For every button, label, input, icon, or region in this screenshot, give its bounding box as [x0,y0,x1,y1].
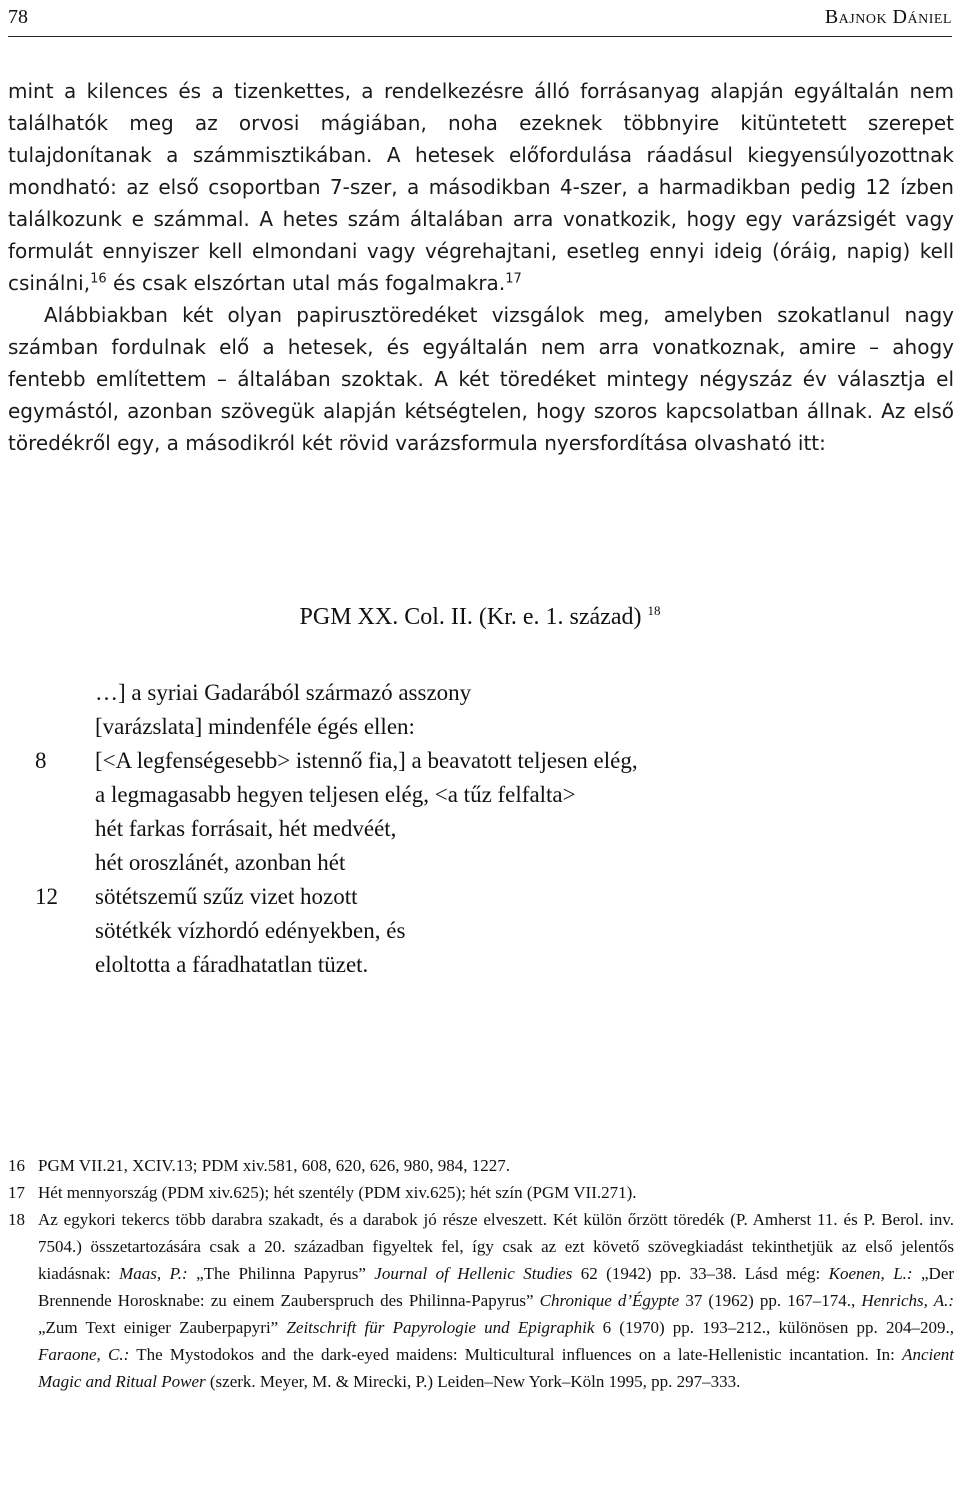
footnote-text: PGM VII.21, XCIV.13; PDM xiv.581, 608, 620, 626, 980, 984, 1227. [38,1156,510,1175]
poem-line [35,880,638,914]
fn18-seg: „The Philinna Papyrus” [187,1264,375,1283]
line-text: sötétszemű szűz vizet hozott [95,884,358,909]
footnote-18 [8,1206,954,1395]
line-text: a legmagasabb hegyen teljesen elég, <a tűz felfalta> [95,782,576,807]
page-number: 78 [8,6,28,28]
poem-block [35,676,638,982]
footnotes [8,1152,954,1395]
fn18-seg: 37 (1962) pp. 167–174., [679,1291,862,1310]
poem-line [35,676,638,710]
footnote-number: 18 [8,1210,25,1229]
fn18-seg: „Der Brennende Horosknabe: zu einem Zauberspruch des Philinna-Papyrus” [38,1264,955,1310]
poem-title-text: PGM XX. Col. II. (Kr. e. 1. század) [299,604,642,630]
poem-title [0,604,960,631]
fn18-seg: Az egykori tekercs több darabra szakadt, és a darabok jó része elveszett. Két külön őrzött töredék (P. Amherst 11. és P. Berol. inv. 7504.) összetartozására csak a 20. században figyeltek fel, így csak az ezt követő szövegkiadást tekinthetjük az első jelentős kiadásnak: [38,1210,954,1283]
fn18-author-faraone: Faraone, C.: [38,1345,130,1364]
line-text: hét farkas forrásait, hét medvéét, [95,816,397,841]
fn18-seg: The Mystodokos and the dark-eyed maidens: Multicultural influences on a late-Hellenistic incantation. In: [129,1345,903,1364]
line-text: hét oroszlánét, azonban hét [95,850,346,875]
fn18-book-title: Ancient Magic and Ritual Power [38,1345,955,1391]
paragraph-1-text-b: és csak elszórtan utal más fogalmakra. [106,271,506,295]
fn18-author-henrichs: Henrichs, A.: [861,1291,954,1310]
poem-line [35,710,638,744]
fn18-journal-jhs: Journal of Hellenic Studies [374,1264,573,1283]
line-text: [varázslata] mindenféle égés ellen: [95,714,415,739]
fn18-journal-zpe: Zeitschrift für Papyrologie und Epigraphik [286,1318,595,1337]
footnote-number: 16 [8,1156,25,1175]
poem-line [35,778,638,812]
running-header [8,0,952,37]
poem-line [35,744,638,778]
poem-line [35,812,638,846]
line-text: sötétkék vízhordó edényekben, és [95,918,406,943]
footnote-ref-17[interactable]: 17 [505,271,522,287]
body-text [8,75,954,459]
footnote-text [38,1206,954,1395]
poem-line [35,846,638,880]
fn18-author-koenen: Koenen, L.: [828,1264,913,1283]
footnote-number: 17 [8,1183,25,1202]
fn18-seg: (szerk. Meyer, M. & Mirecki, P.) Leiden–New York–Köln 1995, pp. 297–333. [205,1372,741,1391]
paragraph-2: Alábbiakban két olyan papirusztöredéket vizsgálok meg, amelyben szokatlanul nagy számban fordulnak elő a hetesek, és egyáltalán nem arra vonatkoznak, amire – ahogy fentebb említettem – általában szoktak. A két töredéket mintegy négyszáz év választja el egymástól, azonban szövegük alapján kétségtelen, hogy szoros kapcsolatban állnak. Az első töredékről egy, a másodikról két rövid varázsformula nyersfordítása olvasható itt: [8,303,954,455]
footnote-ref-16[interactable]: 16 [90,271,107,287]
paragraph-1-text-a: mint a kilences és a tizenkettes, a rendelkezésre álló forrásanyag alapján egyáltalán nem találhatók meg az orvosi mágiában, noha ezeknek többnyire kitüntetett szerepet tulajdonítanak a számmisztikában. A hetesek előfordulása ráadásul kiegyensúlyozottnak mondható: az első csoportban 7-szer, a másodikban 4-szer, a harmadikban pedig 12 ízben találkozunk e számmal. A hetes szám általában arra vonatkozik, hogy egy varázsigét vagy formulát ennyiszer kell elmondani vagy végrehajtani, esetleg ennyi ideig (óráig, napig) kell csinálni, [8,79,954,295]
footnote-17 [8,1179,954,1206]
paragraph-1 [8,75,954,299]
fn18-author-maas: Maas, P.: [119,1264,188,1283]
poem-line [35,914,638,948]
line-text: eloltotta a fáradhatatlan tüzet. [95,952,369,977]
fn18-seg: „Zum Text einiger Zauberpapyri” [38,1318,287,1337]
footnote-text: Hét mennyország (PDM xiv.625); hét szentély (PDM xiv.625); hét szín (PGM VII.271). [38,1183,637,1202]
fn18-seg: 62 (1942) pp. 33–38. Lásd még: [572,1264,829,1283]
poem-line [35,948,638,982]
fn18-seg: 6 (1970) pp. 193–212., különösen pp. 204–209., [594,1318,954,1337]
line-number: 8 [35,748,47,773]
running-author: Bajnok Dániel [824,6,952,28]
footnote-16 [8,1152,954,1179]
fn18-journal-chronique: Chronique d’Égypte [539,1291,680,1310]
line-number: 12 [35,884,58,909]
footnote-ref-18[interactable]: 18 [647,603,661,618]
line-text: [<A legfenségesebb> istennő fia,] a beavatott teljesen elég, [95,748,638,773]
line-text: …] a syriai Gadarából származó asszony [95,680,472,705]
